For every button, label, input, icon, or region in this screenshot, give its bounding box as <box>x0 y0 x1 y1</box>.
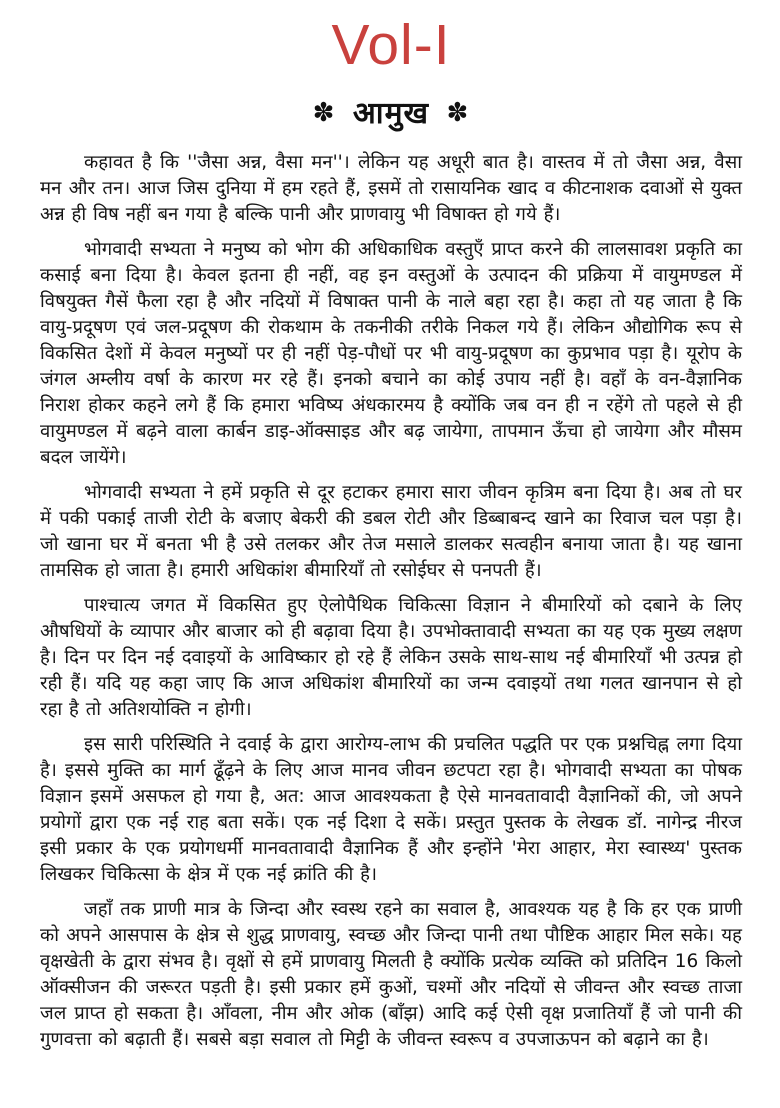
section-heading-text: आमुख <box>352 95 430 131</box>
paragraph: कहावत है कि ''जैसा अन्न, वैसा मन''। लेकिन यह अधूरी बात है। वास्तव में तो जैसा अन्न, वैसा मन और तन। आज जिस दुनिया में हम रहते हैं, इसमें तो रासायनिक खाद व कीटनाशक दवाओं से युक्त अन्न ही विष नहीं बन गया है बल्कि पानी और प्राणवायु भी विषाक्त हो गये हैं। <box>40 151 742 225</box>
body-text <box>40 150 742 1053</box>
paragraph: जहाँ तक प्राणी मात्र के जिन्दा और स्वस्थ रहने का सवाल है, आवश्यक यह है कि हर एक प्राणी को अपने आसपास के क्षेत्र से शुद्ध प्राणवायु, स्वच्छ और जिन्दा पानी तथा पौष्टिक आहार मिल सके। यह वृक्षखेती के द्वारा संभव है। वृक्षों से हमें प्राणवायु मिलती है क्योंकि प्रत्येक व्यक्ति को प्रतिदिन 16 किलो ऑक्सीजन की जरूरत पड़ती है। इसी प्रकार हमें कुओं, चश्मों और नदियों से जीवन्त और स्वच्छ ताजा जल प्राप्त हो सकता है। आँवला, नीम और ओक (बाँझ) आदि कई ऐसी वृक्ष प्रजातियाँ हैं जो पानी की गुणवत्ता को बढ़ाती हैं। सबसे बड़ा सवाल तो मिट्टी के जीवन्त स्वरूप व उपजाऊपन को बढ़ाने का है। <box>40 898 742 1050</box>
section-heading <box>40 91 742 132</box>
paragraph: भोगवादी सभ्यता ने हमें प्रकृति से दूर हटाकर हमारा सारा जीवन कृत्रिम बना दिया है। अब तो घर में पकी पकाई ताजी रोटी के बजाए बेकरी की डबल रोटी और डिब्बाबन्द खाने का रिवाज चल पड़ा है। जो खाना घर में बनता भी है उसे तलकर और तेज मसाले डालकर सत्वहीन बनाया जाता है। यह खाना तामसिक हो जाता है। हमारी अधिकांश बीमारियाँ तो रसोईघर से पनपती हैं। <box>40 481 742 581</box>
volume-title: Vol-I <box>331 13 451 77</box>
flower-asterisk-icon: ✽ <box>446 97 470 128</box>
paragraph: भोगवादी सभ्यता ने मनुष्य को भोग की अधिकाधिक वस्तुएँ प्राप्त करने की लालसावश प्रकृति का कसाई बना दिया है। केवल इतना ही नहीं, वह इन वस्तुओं के उत्पादन की प्रक्रिया में वायुमण्डल में विषयुक्त गैसें फैला रहा है और नदियों में विषाक्त पानी के नाले बहा रहा है। कहा तो यह जाता है कि वायु-प्रदूषण एवं जल-प्रदूषण की रोकथाम के तकनीकी तरीके निकल गये हैं। लेकिन औद्योगिक रूप से विकसित देशों में केवल मनुष्यों पर ही नहीं पेड़-पौधों पर भी वायु-प्रदूषण का कुप्रभाव पड़ा है। यूरोप के जंगल अम्लीय वर्षा के कारण मर रहे हैं। इनको बचाने का कोई उपाय नहीं है। वहाँ के वन-वैज्ञानिक निराश होकर कहने लगे हैं कि हमारा भविष्य अंधकारमय है क्योंकि जब वन ही न रहेंगे तो पहले से ही वायुमण्डल में बढ़ने वाला कार्बन डाइ-ऑक्साइड और बढ़ जायेगा, तापमान ऊँचा हो जायेगा और मौसम बदल जायेंगे। <box>40 238 742 468</box>
paragraph: इस सारी परिस्थिति ने दवाई के द्वारा आरोग्य-लाभ की प्रचलित पद्धति पर एक प्रश्नचिह्न लगा दिया है। इससे मुक्ति का मार्ग ढूँढ़ने के लिए आज मानव जीवन छटपटा रहा है। भोगवादी सभ्यता का पोषक विज्ञान इसमें असफल हो गया है, अत: आज आवश्यकता है ऐसे मानवतावादी वैज्ञानिकों की, जो अपने प्रयोगों द्वारा एक नई राह बता सकें। एक नई दिशा दे सकें। प्रस्तुत पुस्तक के लेखक डॉ. नागेन्द्र नीरज इसी प्रकार के एक प्रयोगधर्मी मानवतावादी वैज्ञानिक हैं और इन्होंने 'मेरा आहार, मेरा स्वास्थ्य' पुस्तक लिखकर चिकित्सा के क्षेत्र में एक नई क्रांति की है। <box>40 733 742 885</box>
flower-asterisk-icon: ✽ <box>312 97 336 128</box>
paragraph: पाश्चात्य जगत में विकसित हुए ऐलोपैथिक चिकित्सा विज्ञान ने बीमारियों को दबाने के लिए औषधियों के व्यापार और बाजार को ही बढ़ावा दिया है। उपभोक्तावादी सभ्यता का यह एक मुख्य लक्षण है। दिन पर दिन नई दवाइयों के आविष्कार हो रहे हैं लेकिन उसके साथ-साथ नई बीमारियाँ भी उत्पन्न हो रही हैं। यदि यह कहा जाए कि आज अधिकांश बीमारियों का जन्म दवाइयों तथा गलत खानपान से हो रहा है तो अतिशयोक्ति न होगी। <box>40 594 742 720</box>
